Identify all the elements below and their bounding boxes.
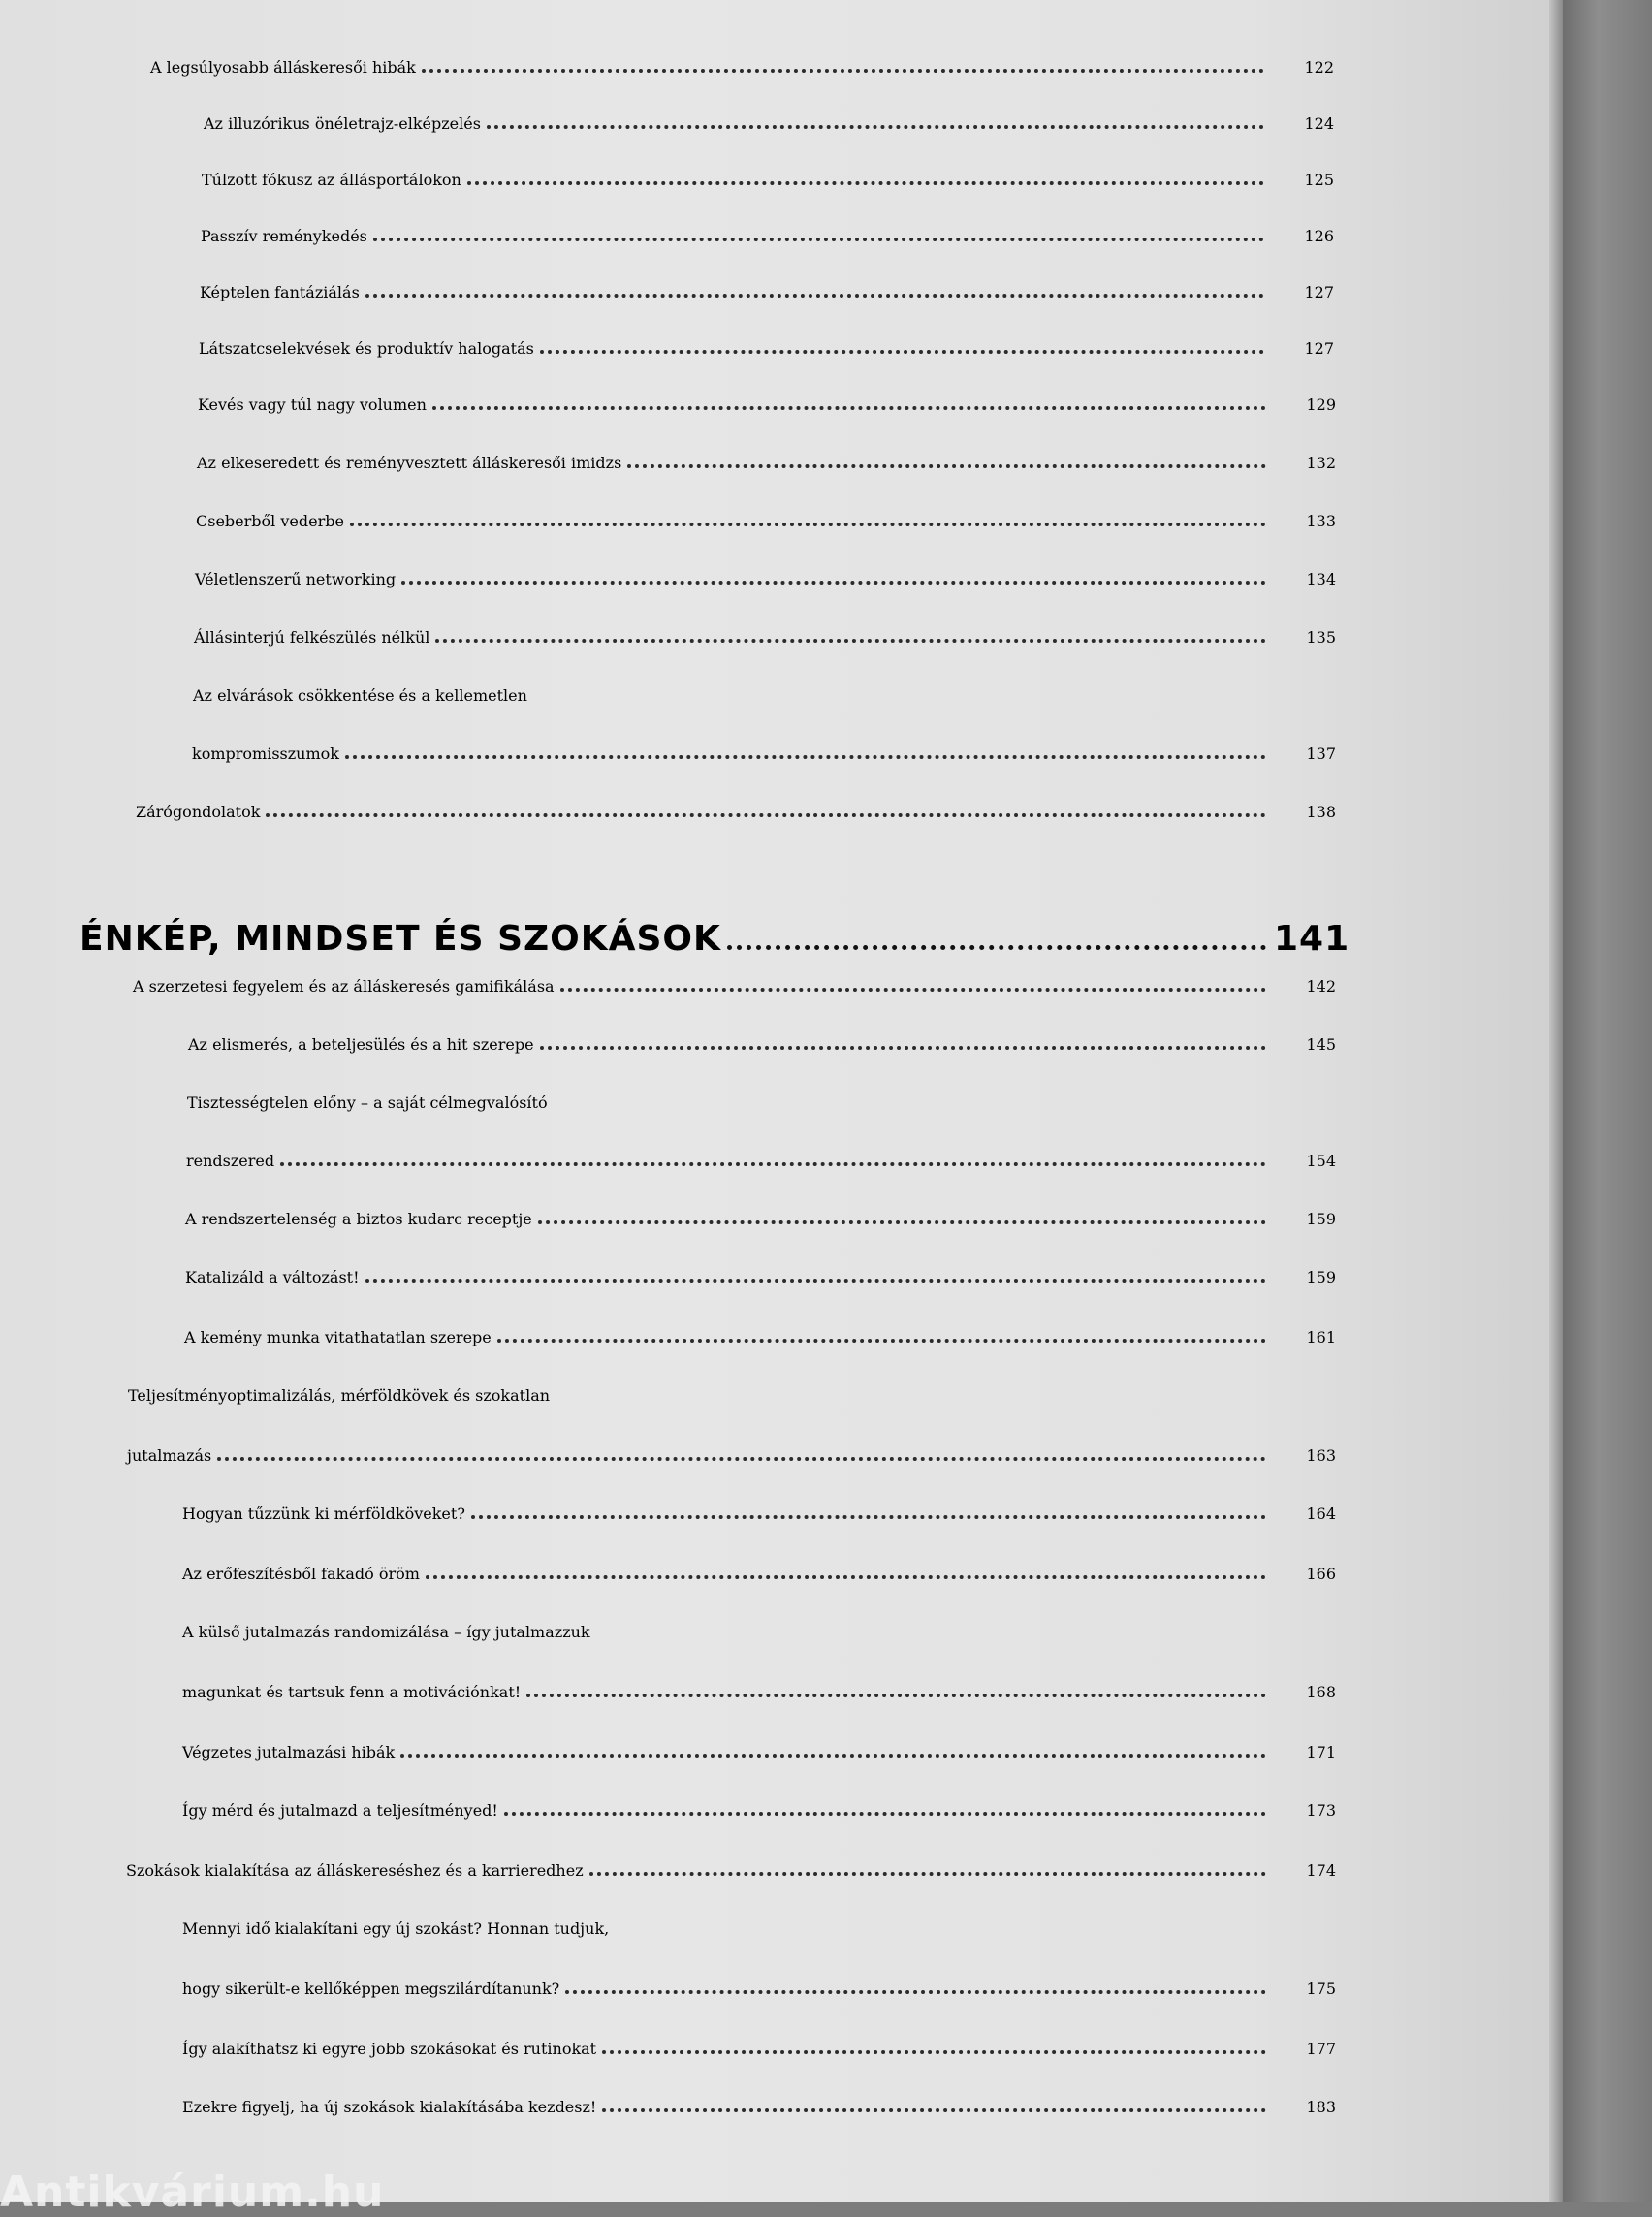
leader-dots bbox=[627, 463, 1266, 468]
leader-dots bbox=[471, 1514, 1266, 1519]
toc-entry bbox=[204, 114, 1334, 173]
leader-dots bbox=[589, 1871, 1266, 1876]
toc-entry-title: Végzetes jutalmazási hibák bbox=[182, 1743, 396, 1761]
toc-entry-title: magunkat és tartsuk fenn a motivációnkat! bbox=[182, 1683, 522, 1701]
toc-entry bbox=[197, 454, 1336, 512]
toc-entry-page: 122 bbox=[1304, 58, 1334, 77]
toc-entry bbox=[126, 1861, 1336, 1919]
toc-entry-page: 132 bbox=[1306, 454, 1336, 472]
toc-entry bbox=[133, 977, 1336, 1035]
toc-entry-title: A legsúlyosabb álláskeresői hibák bbox=[150, 58, 416, 77]
toc-entry-title: Katalizáld a változást! bbox=[185, 1268, 360, 1286]
toc-entry-title: Az elismerés, a beteljesülés és a hit szerepe bbox=[188, 1035, 534, 1054]
toc-entry bbox=[127, 1446, 1336, 1504]
toc-entry-page: 183 bbox=[1306, 2098, 1336, 2116]
toc-entry-page: 168 bbox=[1306, 1683, 1336, 1701]
toc-entry-title: Túlzott fókusz az állásportálokon bbox=[202, 171, 461, 189]
toc-entry-title: kompromisszumok bbox=[192, 744, 339, 763]
leader-dots bbox=[727, 944, 1266, 950]
toc-entry bbox=[194, 628, 1336, 686]
toc-entry-title: Tisztességtelen előny – a saját célmegvalósító bbox=[187, 1093, 548, 1112]
toc-entry bbox=[182, 1979, 1336, 2038]
leader-dots bbox=[432, 405, 1266, 410]
toc-entry-title: Szokások kialakítása az álláskereséshez és a karrieredhez bbox=[126, 1861, 584, 1880]
toc-entry bbox=[182, 1565, 1336, 1623]
toc-entry bbox=[184, 1328, 1336, 1386]
toc-entry bbox=[192, 744, 1336, 803]
toc-entry-title: Az elkeseredett és reményvesztett álláskeresői imidzs bbox=[197, 454, 622, 472]
toc-entry-title: Így mérd és jutalmazd a teljesítményed! bbox=[182, 1801, 498, 1820]
toc-entry-page: 127 bbox=[1304, 283, 1334, 301]
toc-section-title: ÉNKÉP, MINDSET ÉS SZOKÁSOK bbox=[79, 919, 721, 959]
toc-entry-title: Az erőfeszítésből fakadó öröm bbox=[182, 1565, 420, 1583]
toc-section-page: 141 bbox=[1274, 919, 1350, 959]
toc-entry bbox=[202, 171, 1334, 229]
toc-entry-page: 138 bbox=[1306, 803, 1336, 821]
leader-dots bbox=[497, 1338, 1266, 1343]
toc-entry bbox=[185, 1268, 1336, 1326]
toc-entry-page: 133 bbox=[1306, 512, 1336, 530]
toc-entry-title: A külső jutalmazás randomizálása – így jutalmazzuk bbox=[182, 1623, 590, 1641]
toc-entry bbox=[195, 570, 1336, 628]
toc-entry-line1 bbox=[187, 1093, 1336, 1152]
toc-entry-title: Cseberből vederbe bbox=[196, 512, 344, 530]
toc-entry-page: 161 bbox=[1306, 1328, 1336, 1346]
leader-dots bbox=[467, 180, 1264, 185]
toc-entry bbox=[196, 512, 1336, 570]
toc-entry bbox=[185, 1210, 1336, 1268]
toc-entry-title: Ezekre figyelj, ha új szokások kialakításába kezdesz! bbox=[182, 2098, 597, 2116]
toc-entry-page: 142 bbox=[1306, 977, 1336, 996]
toc-entry bbox=[182, 1743, 1336, 1801]
toc-entry-page: 137 bbox=[1306, 744, 1336, 763]
toc-entry bbox=[201, 227, 1334, 285]
toc-entry-title: rendszered bbox=[186, 1152, 275, 1170]
toc-entry-page: 166 bbox=[1306, 1565, 1336, 1583]
toc-entry-title: A szerzetesi fegyelem és az álláskeresés gamifikálása bbox=[133, 977, 555, 996]
toc-entry-page: 145 bbox=[1306, 1035, 1336, 1054]
toc-entry bbox=[198, 396, 1336, 454]
toc-entry-title: Az illuzórikus önéletrajz-elképzelés bbox=[204, 114, 481, 133]
toc-entry-page: 126 bbox=[1304, 227, 1334, 245]
toc-entry-page: 135 bbox=[1306, 628, 1336, 647]
toc-entry-line1 bbox=[182, 1623, 1336, 1681]
toc-entry-page: 173 bbox=[1306, 1801, 1336, 1820]
toc-entry-line1 bbox=[182, 1919, 1336, 1978]
toc-entry-page: 154 bbox=[1306, 1152, 1336, 1170]
toc-entry bbox=[186, 1152, 1336, 1210]
toc-entry-page: 163 bbox=[1306, 1446, 1336, 1465]
toc-entry bbox=[150, 58, 1334, 116]
toc-entry-page: 125 bbox=[1304, 171, 1334, 189]
toc-entry bbox=[199, 339, 1334, 397]
toc-entry-title: Hogyan tűzzünk ki mérföldköveket? bbox=[182, 1504, 465, 1523]
toc-entry-page: 129 bbox=[1306, 396, 1336, 414]
leader-dots bbox=[565, 1989, 1266, 1994]
leader-dots bbox=[401, 580, 1266, 585]
toc-entry-title: Így alakíthatsz ki egyre jobb szokásokat és rutinokat bbox=[182, 2040, 597, 2058]
leader-dots bbox=[373, 237, 1264, 241]
toc-entry-page: 175 bbox=[1306, 1979, 1336, 1998]
toc-entry-title: Zárógondolatok bbox=[136, 803, 261, 821]
leader-dots bbox=[422, 68, 1264, 73]
toc-entry-page: 177 bbox=[1306, 2040, 1336, 2058]
leader-dots bbox=[538, 1219, 1266, 1224]
toc-entry-title: Állásinterjú felkészülés nélkül bbox=[194, 628, 430, 647]
toc-entry-page: 171 bbox=[1306, 1743, 1336, 1761]
toc-entry-title: hogy sikerült-e kellőképpen megszilárdítanunk? bbox=[182, 1979, 560, 1998]
toc-entry bbox=[136, 803, 1336, 861]
leader-dots bbox=[426, 1574, 1266, 1579]
toc-entry-title: A rendszertelenség a biztos kudarc receptje bbox=[185, 1210, 532, 1228]
toc-section-heading bbox=[79, 919, 1350, 977]
leader-dots bbox=[504, 1811, 1266, 1816]
toc-entry-title: Teljesítményoptimalizálás, mérföldkövek és szokatlan bbox=[128, 1386, 551, 1405]
leader-dots bbox=[400, 1753, 1266, 1758]
toc-entry bbox=[182, 2098, 1336, 2156]
leader-dots bbox=[266, 812, 1266, 817]
leader-dots bbox=[435, 638, 1266, 643]
page-edge bbox=[1549, 0, 1563, 2202]
toc-entry-title: Az elvárások csökkentése és a kellemetlen bbox=[193, 686, 527, 705]
leader-dots bbox=[602, 2049, 1266, 2054]
toc-entry-page: 164 bbox=[1306, 1504, 1336, 1523]
leader-dots bbox=[365, 1278, 1266, 1283]
toc-entry-page: 174 bbox=[1306, 1861, 1336, 1880]
toc-entry-page: 127 bbox=[1304, 339, 1334, 358]
toc-entry-title: Véletlenszerű networking bbox=[195, 570, 397, 588]
toc-entry-title: Passzív reménykedés bbox=[201, 227, 367, 245]
toc-entry bbox=[188, 1035, 1336, 1093]
toc-entry-page: 134 bbox=[1306, 570, 1336, 588]
toc-entry-title: Képtelen fantáziálás bbox=[200, 283, 360, 301]
leader-dots bbox=[540, 1045, 1266, 1050]
leader-dots bbox=[487, 124, 1264, 129]
leader-dots bbox=[345, 754, 1266, 759]
toc-entry bbox=[182, 1801, 1336, 1859]
leader-dots bbox=[365, 293, 1264, 298]
toc-entry bbox=[182, 2040, 1336, 2098]
toc-entry-title: Látszatcselekvések és produktív halogatás bbox=[199, 339, 534, 358]
toc-entry-title: Mennyi idő kialakítani egy új szokást? Honnan tudjuk, bbox=[182, 1919, 610, 1938]
toc-entry bbox=[182, 1504, 1336, 1563]
toc-entry-title: A kemény munka vitathatatlan szerepe bbox=[184, 1328, 492, 1346]
toc-entry-title: Kevés vagy túl nagy volumen bbox=[198, 396, 427, 414]
toc-entry-page: 159 bbox=[1306, 1268, 1336, 1286]
leader-dots bbox=[526, 1693, 1266, 1697]
leader-dots bbox=[217, 1456, 1266, 1461]
toc-entry-page: 159 bbox=[1306, 1210, 1336, 1228]
leader-dots bbox=[560, 987, 1266, 992]
toc-entry-line1 bbox=[193, 686, 1336, 744]
toc-entry-line1 bbox=[128, 1386, 1336, 1444]
leader-dots bbox=[602, 2107, 1266, 2112]
leader-dots bbox=[540, 349, 1264, 354]
toc-entry-page: 124 bbox=[1304, 114, 1334, 133]
toc-entry bbox=[200, 283, 1334, 341]
leader-dots bbox=[350, 522, 1266, 526]
toc-entry-title: jutalmazás bbox=[127, 1446, 212, 1465]
leader-dots bbox=[280, 1161, 1266, 1166]
background-shadow bbox=[1563, 0, 1652, 2202]
watermark: Antikvárium.hu bbox=[0, 2168, 385, 2217]
toc-entry bbox=[182, 1683, 1336, 1741]
